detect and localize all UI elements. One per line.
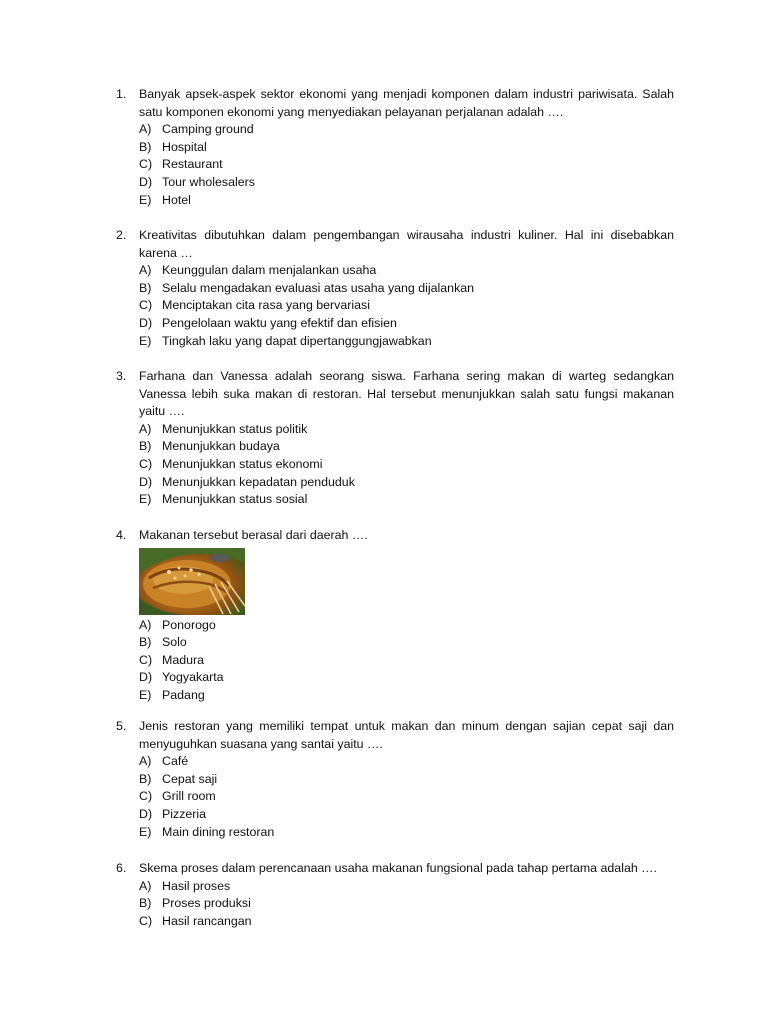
option [139,806,674,824]
question-number: 6. [116,861,127,875]
option-text: Padang [162,687,205,702]
option-label: B) [139,280,152,295]
option [139,297,674,315]
option [139,315,674,333]
option-text: Camping ground [162,122,254,137]
option-text: Menunjukkan kepadatan penduduk [162,474,355,489]
option-text: Restaurant [162,157,223,172]
option-label: B) [139,635,152,650]
option [139,788,674,806]
option-text: Menunjukkan status politik [162,421,308,436]
question-1 [116,86,674,209]
option [139,878,674,896]
option-label: B) [139,771,152,786]
option-label: B) [139,439,152,454]
option-label: E) [139,492,152,507]
question-4 [116,527,674,705]
options-list [139,421,674,509]
option-text: Café [162,754,189,769]
question-text: Makanan tersebut berasal dari daerah …. [139,528,368,542]
question-number: 5. [116,719,127,733]
option-label: D) [139,474,153,489]
option [139,687,674,705]
option-label: D) [139,806,153,821]
option-label: B) [139,139,152,154]
option-label: E) [139,824,152,839]
option-text: Yogyakarta [162,670,224,685]
option-text: Menunjukkan status ekonomi [162,456,323,471]
option-text: Hasil proses [162,878,231,893]
question-text: Banyak apsek-aspek sektor ekonomi yang menjadi komponen dalam industri pariwisata. Salah satu komponen ekonomi yang menyediakan pelayanan perjalanan adalah …. [139,87,674,119]
question-number: 2. [116,228,127,242]
option-text: Hospital [162,139,207,154]
option-text: Solo [162,635,187,650]
option-text: Hasil rancangan [162,913,252,928]
question-number: 3. [116,369,127,383]
option-label: D) [139,670,153,685]
option-label: A) [139,122,152,137]
option-label: C) [139,157,153,172]
question-text: Skema proses dalam perencanaan usaha makanan fungsional pada tahap pertama adalah …. [139,861,657,875]
option-text: Proses produksi [162,896,251,911]
options-list [139,262,674,350]
options-list [139,617,674,705]
option [139,121,674,139]
option [139,913,674,931]
option-label: B) [139,896,152,911]
option [139,333,674,351]
option [139,192,674,210]
option [139,139,674,157]
option-text: Hotel [162,192,191,207]
question-text: Farhana dan Vanessa adalah seorang siswa. Farhana sering makan di warteg sedangkan Vanessa lebih suka makan di restoran. Hal tersebut menunjukkan salah satu fungsi makanan yaitu …. [139,369,674,419]
option [139,669,674,687]
option-label: E) [139,687,152,702]
option-text: Selalu mengadakan evaluasi atas usaha yang dijalankan [162,280,475,295]
option [139,634,674,652]
option [139,617,674,635]
option-label: C) [139,652,153,667]
option [139,421,674,439]
option-text: Madura [162,652,205,667]
option [139,438,674,456]
option-label: A) [139,754,152,769]
option [139,491,674,509]
option-text: Keunggulan dalam menjalankan usaha [162,263,377,278]
question-5 [116,718,674,841]
option [139,753,674,771]
question-number: 1. [116,87,127,101]
option [139,771,674,789]
option-text: Tour wholesalers [162,174,255,189]
option-label: C) [139,789,153,804]
option [139,474,674,492]
option-text: Main dining restoran [162,824,275,839]
question-6 [116,860,674,930]
option [139,156,674,174]
option-label: A) [139,878,152,893]
option-text: Pizzeria [162,806,207,821]
option [139,174,674,192]
option-label: E) [139,192,152,207]
option-text: Pengelolaan waktu yang efektif dan efisien [162,315,397,330]
option-text: Menunjukkan status sosial [162,492,308,507]
option-label: C) [139,456,153,471]
option [139,824,674,842]
option-label: E) [139,333,152,348]
option [139,280,674,298]
option [139,262,674,280]
option-text: Menunjukkan budaya [162,439,280,454]
option-label: A) [139,421,152,436]
question-text: Jenis restoran yang memiliki tempat untuk makan dan minum dengan sajian cepat saji dan menyuguhkan suasana yang santai yaitu …. [139,719,674,751]
option-label: D) [139,174,153,189]
options-list [139,121,674,209]
option [139,456,674,474]
option-label: C) [139,298,153,313]
option-label: C) [139,913,153,928]
question-2 [116,227,674,350]
options-list [139,753,674,841]
option-text: Menciptakan cita rasa yang bervariasi [162,298,370,313]
sate-padang-illustration [139,548,245,615]
food-image [139,548,245,615]
option-text: Ponorogo [162,617,216,632]
option-text: Tingkah laku yang dapat dipertanggungjawabkan [162,333,432,348]
option-label: A) [139,263,152,278]
option [139,895,674,913]
option [139,652,674,670]
question-text: Kreativitas dibutuhkan dalam pengembangan wirausaha industri kuliner. Hal ini disebabkan karena … [139,228,674,260]
option-text: Grill room [162,789,216,804]
options-list [139,878,674,931]
option-label: D) [139,315,153,330]
question-number: 4. [116,528,127,542]
option-label: A) [139,617,152,632]
question-3 [116,368,674,509]
option-text: Cepat saji [162,771,218,786]
